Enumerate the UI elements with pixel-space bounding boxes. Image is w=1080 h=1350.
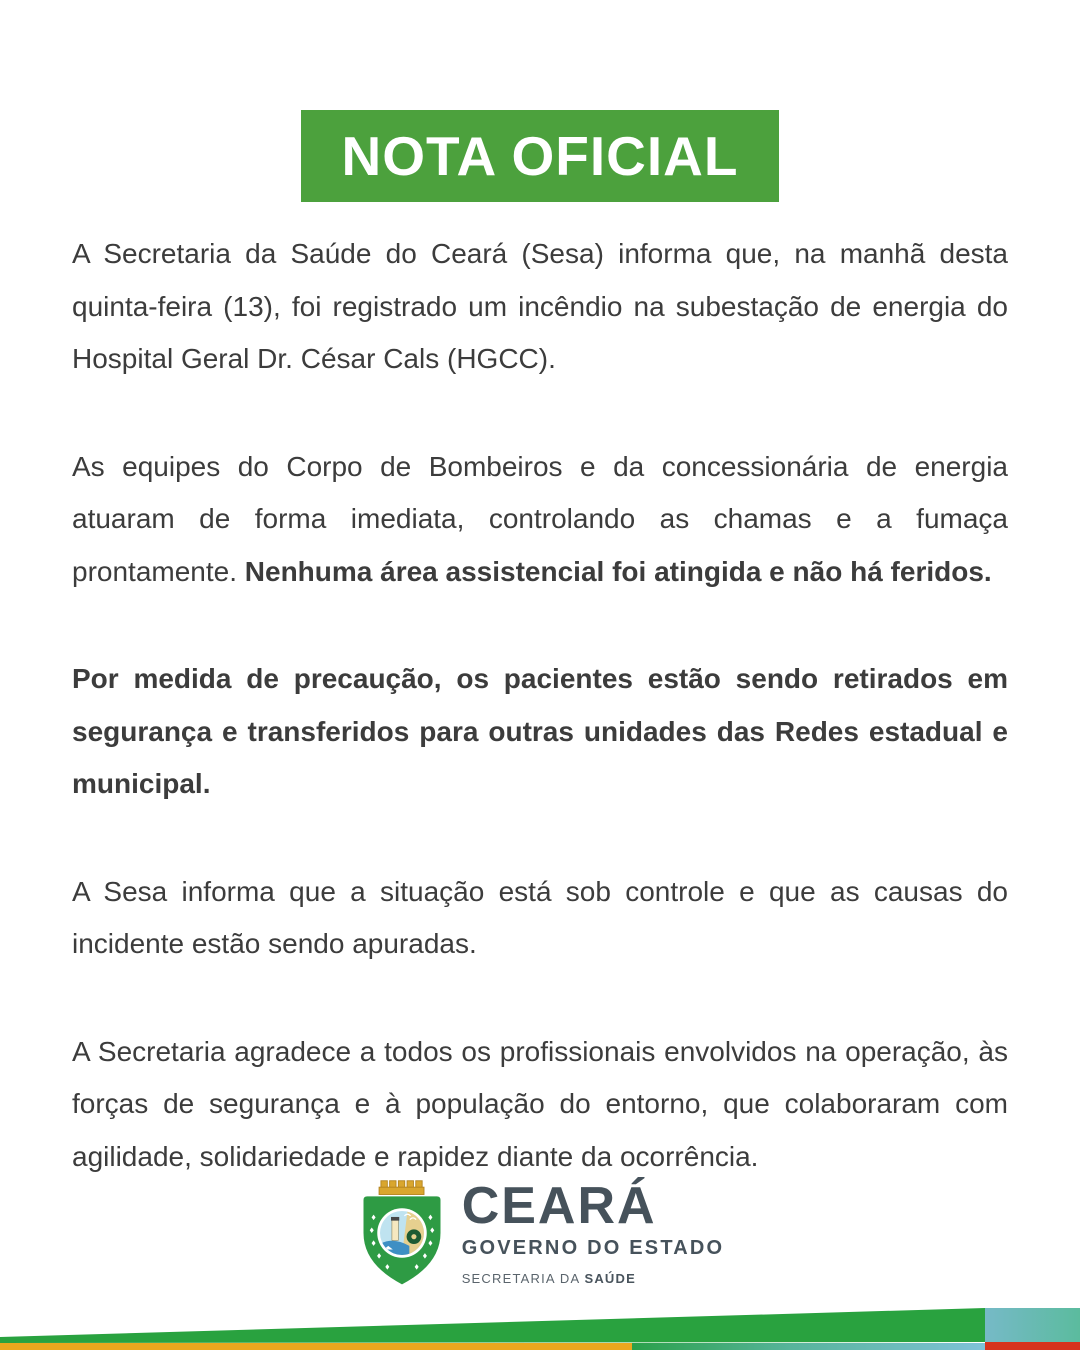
paragraph [72,866,1008,971]
paragraph [72,228,1008,386]
banner [301,110,779,202]
logo-text-block [461,1177,725,1286]
logo-secretariat-prefix: SECRETARIA DA [461,1271,585,1286]
note-body [72,228,1008,1183]
logo-secretariat-label [462,1271,636,1286]
logo-government-label: GOVERNO DO ESTADO [461,1237,725,1259]
paragraph [72,1026,1008,1184]
paragraph-bold-text: Nenhuma área assistencial foi atingida e não há feridos. [244,555,992,587]
government-logo [0,1178,1080,1288]
footer-ribbon-graphic [0,1305,1080,1350]
logo-secretariat-bold: SAÚDE [584,1271,636,1286]
paragraph [72,441,1008,599]
paragraph-text: A Secretaria agradece a todos os profissionais envolvidos na operação, às forças de segurança e à população do entorno, que colaboraram com agilidade, solidariedade e rapidez diante da ocorrência. [72,1035,1008,1172]
logo-state-name: CEARÁ [461,1177,657,1235]
paragraph-text: A Sesa informa que a situação está sob controle e que as causas do incidente estão sendo apuradas. [72,875,1008,959]
banner-title: NOTA OFICIAL [341,125,739,187]
paragraph-bold-text: Por medida de precaução, os pacientes estão sendo retirados em segurança e transferidos para outras unidades das Redes estadual e municipal. [72,663,1008,799]
paragraph [72,653,1008,811]
footer-ribbon [0,1305,1080,1350]
paragraph-text: As equipes do Corpo de Bombeiros e da concessionária de energia atuaram de forma imediata, controlando as chamas e a fumaça prontamente. [72,450,1008,587]
ceara-coat-of-arms-icon [356,1178,448,1288]
paragraph-text: A Secretaria da Saúde do Ceará (Sesa) informa que, na manhã desta quinta-feira (13), foi registrado um incêndio na subestação de energia do Hospital Geral Dr. César Cals (HGCC). [72,238,1008,374]
